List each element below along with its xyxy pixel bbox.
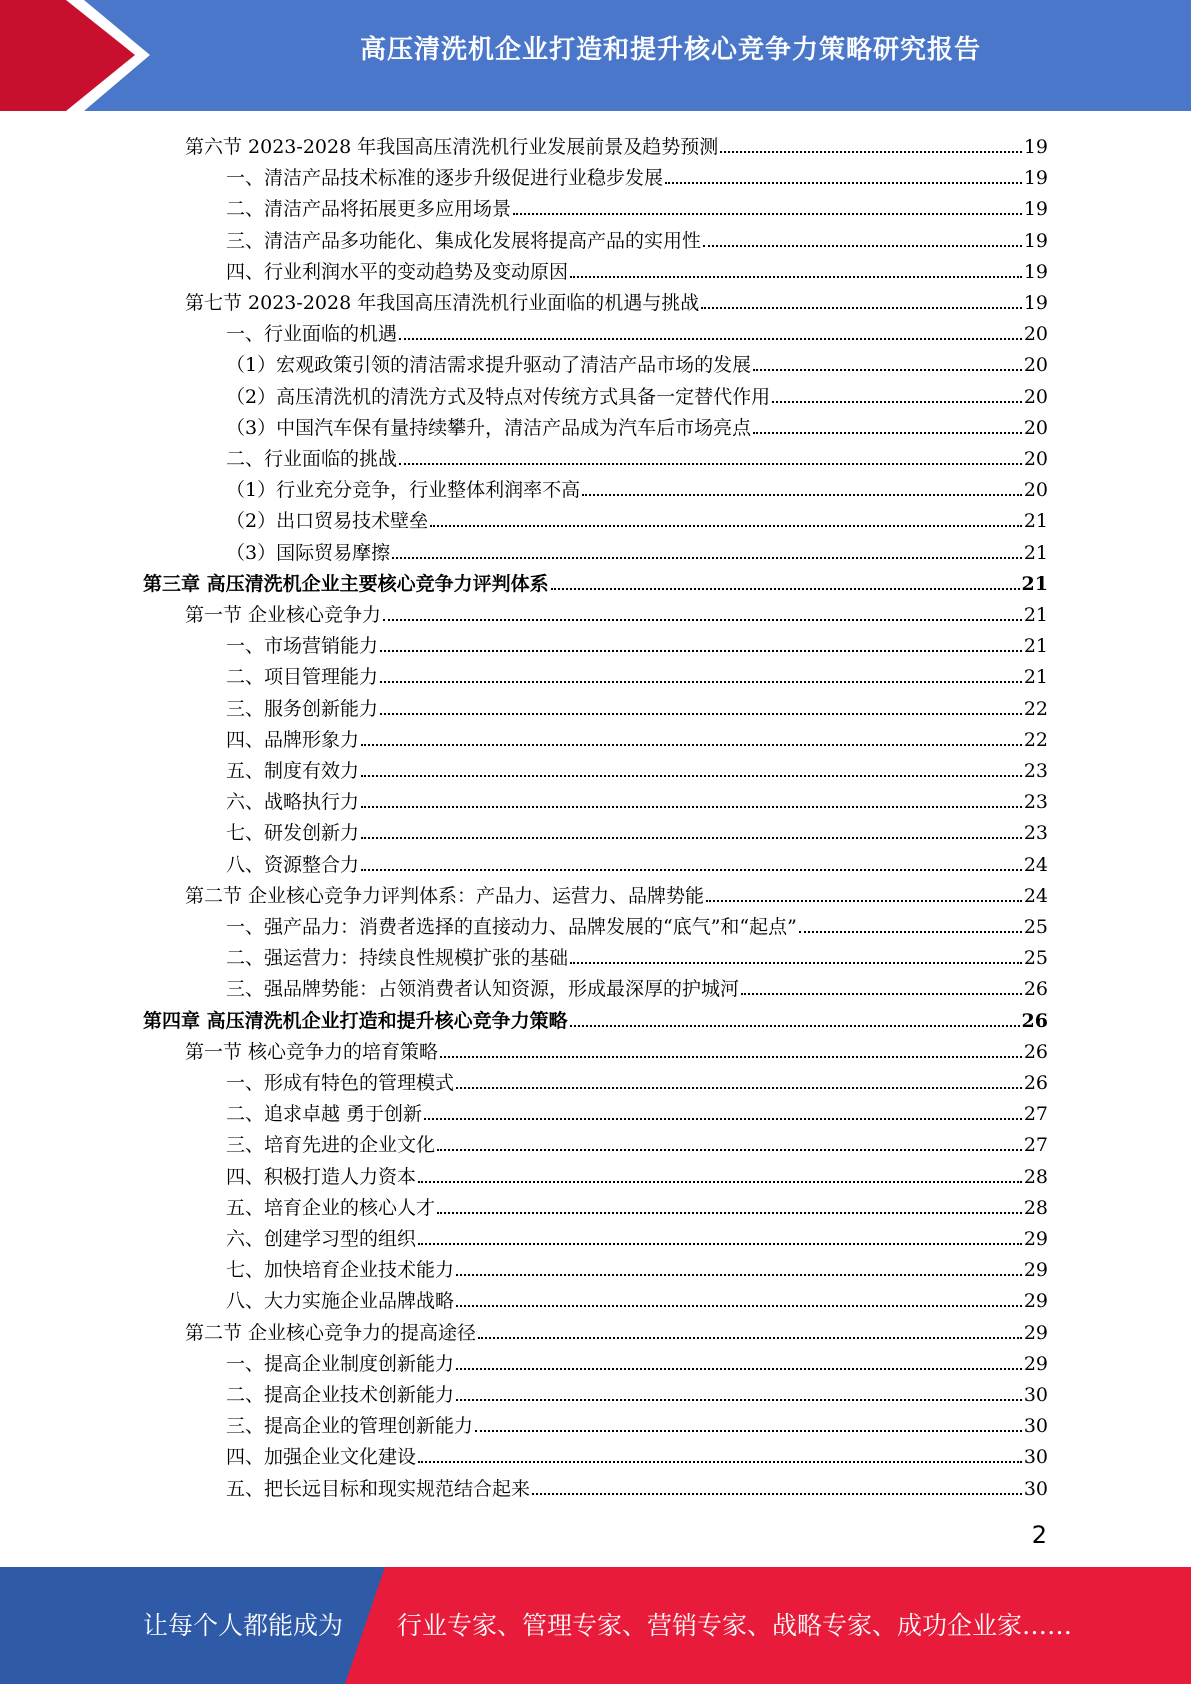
toc-dot-leader	[430, 525, 1022, 527]
toc-entry[interactable]	[226, 314, 1048, 345]
toc-entry-page: 25	[1023, 947, 1048, 970]
toc-dot-leader	[456, 1368, 1022, 1370]
toc-entry-title: 六、战略执行力	[226, 791, 360, 814]
toc-entry-page: 21	[1023, 510, 1048, 533]
toc-entry[interactable]	[226, 189, 1048, 220]
toc-entry-page: 19	[1023, 198, 1048, 221]
toc-dot-leader	[720, 151, 1022, 153]
toc-entry-title: （3）国际贸易摩擦	[226, 541, 391, 564]
toc-dot-leader	[418, 1461, 1022, 1463]
toc-entry-page: 19	[1023, 292, 1048, 314]
toc-entry-title: （2）高压清洗机的清洗方式及特点对传统方式具备一定替代作用	[226, 385, 771, 408]
toc-entry[interactable]	[226, 377, 1048, 408]
toc-entry[interactable]	[185, 283, 1048, 314]
toc-dot-leader	[799, 931, 1022, 933]
toc-entry-page: 26	[1023, 1072, 1048, 1094]
toc-entry[interactable]	[226, 1219, 1048, 1250]
toc-entry-page: 22	[1023, 728, 1048, 751]
toc-dot-leader	[361, 837, 1022, 839]
toc-entry-title: 二、行业面临的挑战	[226, 448, 398, 470]
toc-dot-leader	[456, 1274, 1022, 1276]
toc-entry[interactable]	[185, 1313, 1048, 1344]
toc-entry[interactable]	[226, 1469, 1048, 1500]
toc-entry-page: 19	[1023, 167, 1048, 190]
toc-dot-leader	[532, 1493, 1022, 1495]
toc-entry[interactable]	[226, 533, 1048, 564]
toc-entry-page: 28	[1023, 1165, 1048, 1188]
toc-entry[interactable]	[226, 626, 1048, 657]
toc-entry[interactable]	[226, 720, 1048, 751]
toc-entry-page: 30	[1023, 1384, 1048, 1406]
toc-entry[interactable]	[143, 564, 1048, 595]
toc-entry-page: 28	[1023, 1196, 1048, 1219]
toc-entry-title: （1）行业充分竞争，行业整体利润率不高	[226, 479, 581, 502]
toc-dot-leader	[440, 1056, 1022, 1058]
toc-dot-leader	[418, 1181, 1022, 1183]
toc-entry[interactable]	[226, 408, 1048, 439]
toc-entry-page: 20	[1023, 479, 1048, 502]
toc-entry-page: 29	[1023, 1228, 1048, 1250]
toc-dot-leader	[551, 588, 1020, 590]
toc-entry-title: 第二节 企业核心竞争力评判体系：产品力、运营力、品牌势能	[185, 884, 705, 907]
toc-entry-title: 一、市场营销能力	[226, 635, 379, 658]
toc-entry[interactable]	[226, 1188, 1048, 1219]
toc-entry[interactable]	[226, 252, 1048, 283]
toc-dot-leader	[706, 900, 1022, 902]
toc-entry-title: 第一节 核心竞争力的培育策略	[185, 1040, 439, 1063]
toc-entry-title: 四、积极打造人力资本	[226, 1165, 417, 1188]
toc-entry[interactable]	[226, 221, 1048, 252]
toc-dot-leader	[361, 806, 1022, 808]
header-title: 高压清洗机企业打造和提升核心竞争力策略研究报告	[359, 35, 981, 65]
toc-entry-page: 20	[1023, 448, 1048, 470]
toc-dot-leader	[380, 713, 1022, 715]
toc-dot-leader	[380, 681, 1022, 683]
toc-entry[interactable]	[226, 845, 1048, 876]
toc-entry[interactable]	[226, 1406, 1048, 1437]
toc-entry-page: 27	[1023, 1103, 1048, 1126]
toc-dot-leader	[361, 744, 1022, 746]
toc-entry[interactable]	[226, 1375, 1048, 1406]
toc-entry-title: 三、清洁产品多功能化、集成化发展将提高产品的实用性	[226, 229, 702, 252]
toc-entry-page: 19	[1023, 136, 1048, 158]
toc-entry[interactable]	[226, 1344, 1048, 1375]
toc-entry-page: 25	[1023, 916, 1048, 938]
toc-entry-page: 23	[1023, 760, 1048, 782]
toc-dot-leader	[570, 276, 1022, 278]
toc-dot-leader	[392, 557, 1022, 559]
footer-slogan-right: 行业专家、管理专家、营销专家、战略专家、成功企业家……	[397, 1611, 1073, 1640]
toc-entry[interactable]	[185, 127, 1048, 158]
toc-entry-title: 第三章 高压清洗机企业主要核心竞争力评判体系	[143, 572, 549, 595]
toc-entry[interactable]	[226, 751, 1048, 782]
toc-entry-page: 20	[1023, 354, 1048, 377]
toc-entry-page: 30	[1023, 1415, 1048, 1438]
toc-entry-title: 七、加快培育企业技术能力	[226, 1259, 455, 1282]
toc-entry-page: 29	[1023, 1321, 1048, 1344]
page-footer	[0, 1567, 1191, 1684]
toc-entry-page: 30	[1023, 1446, 1048, 1469]
footer-slogan-left: 让每个人都能成为	[143, 1611, 344, 1640]
toc-dot-leader	[424, 1118, 1022, 1120]
page-number: 2	[1031, 1521, 1047, 1549]
toc-entry-page: 30	[1023, 1477, 1048, 1500]
toc-entry-title: 六、创建学习型的组织	[226, 1228, 417, 1250]
toc-entry[interactable]	[226, 657, 1048, 688]
toc-entry-title: 二、追求卓越 勇于创新	[226, 1103, 423, 1126]
toc-dot-leader	[361, 869, 1022, 871]
toc-entry-title: 八、大力实施企业品牌战略	[226, 1290, 455, 1313]
toc-dot-leader	[570, 1025, 1020, 1027]
toc-entry-title: 三、强品牌势能：占领消费者认知资源，形成最深厚的护城河	[226, 978, 740, 1001]
toc-dot-leader	[418, 1243, 1022, 1245]
toc-entry[interactable]	[226, 1157, 1048, 1188]
toc-entry-title: 一、强产品力：消费者选择的直接动力、品牌发展的“底气”和“起点”	[226, 916, 797, 938]
toc-entry-title: 七、研发创新力	[226, 822, 360, 845]
toc-entry-title: 一、形成有特色的管理模式	[226, 1072, 455, 1094]
toc-dot-leader	[753, 369, 1022, 371]
toc-dot-leader	[456, 1305, 1022, 1307]
toc-entry-title: 第二节 企业核心竞争力的提高途径	[185, 1321, 477, 1344]
toc-entry[interactable]	[185, 1032, 1048, 1063]
toc-entry-title: 四、加强企业文化建设	[226, 1446, 417, 1469]
toc-entry[interactable]	[226, 1094, 1048, 1125]
toc-entry-title: （1）宏观政策引领的清洁需求提升驱动了清洁产品市场的发展	[226, 354, 752, 377]
toc-entry-page: 21	[1023, 541, 1048, 564]
toc-entry[interactable]	[226, 345, 1048, 376]
toc-entry-page: 19	[1023, 260, 1048, 283]
toc-dot-leader	[570, 962, 1022, 964]
toc-dot-leader	[383, 619, 1022, 621]
toc-entry-page: 24	[1023, 884, 1048, 907]
toc-entry[interactable]	[185, 595, 1048, 626]
toc-dot-leader	[772, 401, 1022, 403]
toc-entry[interactable]	[226, 158, 1048, 189]
toc-entry-page: 23	[1023, 791, 1048, 814]
toc-dot-leader	[478, 1337, 1022, 1339]
toc-entry-title: 二、提高企业技术创新能力	[226, 1384, 455, 1406]
toc-entry[interactable]	[226, 1125, 1048, 1156]
toc-entry-title: 四、行业利润水平的变动趋势及变动原因	[226, 260, 569, 283]
toc-entry-page: 29	[1023, 1290, 1048, 1313]
toc-entry-title: （2）出口贸易技术壁垒	[226, 510, 429, 533]
toc-entry[interactable]	[185, 876, 1048, 907]
toc-dot-leader	[456, 1087, 1022, 1089]
toc-dot-leader	[437, 1149, 1022, 1151]
toc-entry-title: 三、服务创新能力	[226, 697, 379, 720]
toc-entry-title: 二、项目管理能力	[226, 666, 379, 689]
toc-dot-leader	[361, 775, 1022, 777]
toc-entry[interactable]	[226, 1281, 1048, 1312]
toc-entry-title: 第一节 企业核心竞争力	[185, 604, 382, 626]
toc-entry-title: 二、强运营力：持续良性规模扩张的基础	[226, 947, 569, 970]
toc-entry-title: 第七节 2023-2028 年我国高压清洗机行业面临的机遇与挑战	[185, 292, 700, 314]
toc-entry-page: 21	[1021, 572, 1048, 595]
toc-dot-leader	[582, 494, 1022, 496]
toc-entry[interactable]	[226, 1250, 1048, 1281]
toc-entry[interactable]	[226, 689, 1048, 720]
toc-entry-page: 29	[1023, 1352, 1048, 1375]
toc-entry-page: 21	[1023, 666, 1048, 689]
toc-entry-page: 20	[1023, 416, 1048, 439]
toc-entry-title: 五、把长远目标和现实规范结合起来	[226, 1477, 531, 1500]
toc-entry[interactable]	[226, 501, 1048, 532]
toc-entry-title: 第四章 高压清洗机企业打造和提升核心竞争力策略	[143, 1009, 568, 1032]
toc-entry[interactable]	[226, 813, 1048, 844]
toc-entry-title: 一、清洁产品技术标准的逐步升级促进行业稳步发展	[226, 167, 664, 190]
toc-entry-title: 四、品牌形象力	[226, 728, 360, 751]
toc-entry-page: 27	[1023, 1134, 1048, 1157]
toc-entry-title: 一、提高企业制度创新能力	[226, 1352, 455, 1375]
toc-entry[interactable]	[226, 938, 1048, 969]
toc-entry-page: 20	[1023, 323, 1048, 346]
toc-entry[interactable]	[226, 782, 1048, 813]
toc-entry-page: 26	[1021, 1009, 1048, 1032]
toc-entry-title: 三、提高企业的管理创新能力	[226, 1415, 474, 1438]
toc-dot-leader	[741, 993, 1022, 995]
toc-entry-page: 23	[1023, 822, 1048, 845]
toc-dot-leader	[753, 432, 1022, 434]
toc-entry[interactable]	[226, 969, 1048, 1000]
toc-dot-leader	[399, 463, 1022, 465]
toc-entry[interactable]	[226, 439, 1048, 470]
toc-entry-title: 第六节 2023-2028 年我国高压清洗机行业发展前景及趋势预测	[185, 136, 719, 158]
toc-entry[interactable]	[226, 1437, 1048, 1468]
toc-dot-leader	[380, 650, 1022, 652]
toc-entry-page: 19	[1023, 229, 1048, 252]
page-header	[0, 0, 1191, 111]
toc-entry-page: 21	[1023, 604, 1048, 626]
toc-entry[interactable]	[226, 1063, 1048, 1094]
toc-dot-leader	[437, 1212, 1022, 1214]
toc-entry-title: 八、资源整合力	[226, 853, 360, 876]
toc-entry[interactable]	[226, 907, 1048, 938]
toc-dot-leader	[475, 1430, 1022, 1432]
toc-entry-page: 29	[1023, 1259, 1048, 1282]
toc-dot-leader	[456, 1399, 1022, 1401]
toc-entry-page: 26	[1023, 978, 1048, 1001]
toc-dot-leader	[665, 182, 1022, 184]
toc-entry-page: 21	[1023, 635, 1048, 658]
toc-entry-title: 一、行业面临的机遇	[226, 323, 398, 346]
toc-entry[interactable]	[226, 470, 1048, 501]
toc-entry-page: 24	[1023, 853, 1048, 876]
toc-entry-page: 20	[1023, 385, 1048, 408]
toc-dot-leader	[513, 213, 1022, 215]
toc-entry-title: 三、培育先进的企业文化	[226, 1134, 436, 1157]
toc-entry-page: 26	[1023, 1040, 1048, 1063]
toc-entry-title: 二、清洁产品将拓展更多应用场景	[226, 198, 512, 221]
toc-entry-page: 22	[1023, 697, 1048, 720]
toc-dot-leader	[399, 338, 1022, 340]
toc-entry[interactable]	[143, 1001, 1048, 1032]
toc-dot-leader	[701, 307, 1022, 309]
toc-dot-leader	[703, 245, 1022, 247]
toc-entry-title: （3）中国汽车保有量持续攀升，清洁产品成为汽车后市场亮点	[226, 416, 752, 439]
toc-entry-title: 五、制度有效力	[226, 760, 360, 782]
toc-entry-title: 五、培育企业的核心人才	[226, 1196, 436, 1219]
